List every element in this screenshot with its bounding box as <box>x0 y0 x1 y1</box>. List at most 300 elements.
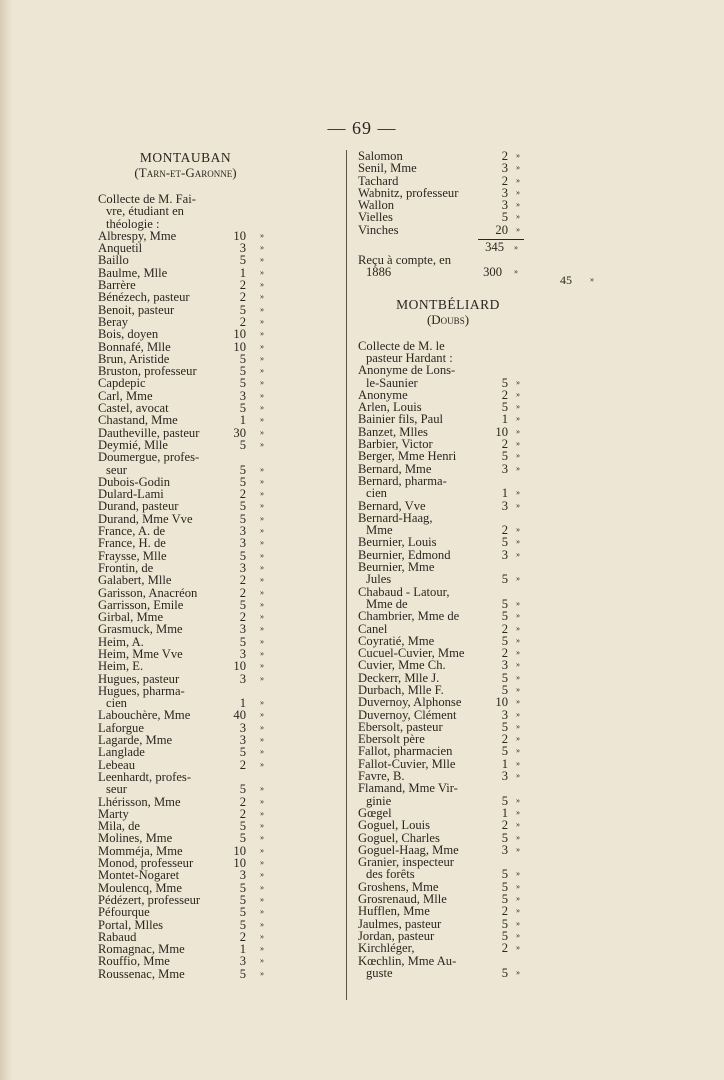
donation-amount: 2 <box>239 757 246 772</box>
donor-name: Granier, inspecteur <box>358 855 455 870</box>
donation-amount: 3 <box>239 868 246 883</box>
ditto-quote: » <box>516 721 520 731</box>
ditto-quote: » <box>260 956 264 966</box>
donation-amount: 5 <box>239 634 246 649</box>
donation-amount: 5 <box>501 867 508 882</box>
ditto-quote: » <box>516 488 520 498</box>
donor-name: Péfourque <box>98 905 150 920</box>
page-binding-edge <box>0 0 12 1080</box>
right-entry-row <box>358 955 538 967</box>
left-entry-row <box>98 537 283 549</box>
donor-name: Bois, doyen <box>98 327 159 342</box>
ditto-quote: » <box>516 820 520 830</box>
donor-name: Mme de <box>366 596 408 611</box>
ditto-quote: » <box>260 808 264 818</box>
donor-name: des forêts <box>366 867 415 882</box>
donor-name: théologie : <box>106 216 160 231</box>
right-top-donor-list <box>358 150 538 236</box>
ditto-quote: » <box>516 844 520 854</box>
recu-year: 1886 <box>366 265 392 280</box>
donor-name: Bonnafé, Mlle <box>98 339 171 354</box>
left-entry-row <box>98 783 283 795</box>
donor-name: Cucuel-Cuvier, Mme <box>358 646 465 661</box>
ditto-quote: » <box>516 795 520 805</box>
donor-name: Hugues, pasteur <box>98 671 180 686</box>
ditto-quote: » <box>516 377 520 387</box>
left-entry-row <box>98 746 283 758</box>
donation-amount: 10 <box>233 327 246 342</box>
donor-name: Beurnier, Louis <box>358 535 437 550</box>
ditto-quote: » <box>260 562 264 572</box>
donor-name: Doumergue, profes- <box>98 450 200 465</box>
donor-name: Anquetil <box>98 241 143 256</box>
donor-name: Fallot-Cuvier, Mlle <box>358 756 456 771</box>
ditto-quote: » <box>516 771 520 781</box>
right-entry-row <box>358 610 538 622</box>
donor-name: Durbach, Mlle F. <box>358 682 444 697</box>
ditto-quote: » <box>260 550 264 560</box>
donation-amount: 1 <box>501 486 508 501</box>
donor-name: Vielles <box>358 210 393 225</box>
donation-amount: 5 <box>239 892 246 907</box>
right-entry-row <box>358 500 538 512</box>
ditto-quote: » <box>260 784 264 794</box>
ditto-quote: » <box>516 439 520 449</box>
donation-amount: 5 <box>239 966 246 981</box>
ditto-quote: » <box>516 402 520 412</box>
donation-amount: 5 <box>501 965 508 980</box>
ditto-quote: » <box>260 476 264 486</box>
donor-name: Brun, Aristide <box>98 351 170 366</box>
donation-amount: 3 <box>239 524 246 539</box>
donor-name: Kœchlin, Mme Au- <box>358 953 457 968</box>
ditto-quote: » <box>260 673 264 683</box>
ditto-quote: » <box>260 230 264 240</box>
donor-name: Gœgel <box>358 805 392 820</box>
donor-name: Grasmuck, Mme <box>98 622 183 637</box>
donation-amount: 5 <box>501 719 508 734</box>
donation-amount: 5 <box>239 511 246 526</box>
right-entry-row <box>358 377 538 389</box>
ditto-quote: » <box>260 882 264 892</box>
donor-name: Arlen, Louis <box>358 400 422 415</box>
ditto-quote: » <box>516 967 520 977</box>
donation-amount: 2 <box>239 585 246 600</box>
right-donor-list <box>358 340 538 979</box>
left-entry-row <box>98 906 283 918</box>
donor-name: Baulme, Mlle <box>98 265 168 280</box>
ditto-quote: » <box>516 451 520 461</box>
donor-name: Rabaud <box>98 929 137 944</box>
donation-amount: 5 <box>239 376 246 391</box>
ditto-quote: » <box>260 501 264 511</box>
donor-name: Cuvier, Mme Ch. <box>358 658 446 673</box>
ditto-quote: » <box>516 660 520 670</box>
donor-name: France, H. de <box>98 536 166 551</box>
donation-amount: 1 <box>239 942 246 957</box>
ditto-quote: » <box>516 414 520 424</box>
donation-amount: 5 <box>501 830 508 845</box>
donor-name: Garrisson, Emile <box>98 597 184 612</box>
donor-name: Bernard-Haag, <box>358 510 433 525</box>
ditto-quote: » <box>516 175 520 185</box>
donor-name: Hufflen, Mme <box>358 904 430 919</box>
ditto-quote: » <box>260 280 264 290</box>
donor-name: Galabert, Mlle <box>98 573 172 588</box>
donor-name: Portal, Mlles <box>98 917 164 932</box>
donation-amount: 2 <box>501 732 508 747</box>
ditto-quote: » <box>260 378 264 388</box>
donation-amount: 3 <box>501 498 508 513</box>
ditto-quote: » <box>516 906 520 916</box>
ditto-quote: » <box>260 366 264 376</box>
ditto-quote: » <box>516 598 520 608</box>
donation-amount: 5 <box>239 351 246 366</box>
ditto-quote: » <box>516 697 520 707</box>
donor-name: Frontin, de <box>98 560 154 575</box>
donor-name: Chabaud - Latour, <box>358 584 450 599</box>
donor-name: Capdepic <box>98 376 146 391</box>
ditto-quote: » <box>516 200 520 210</box>
donation-amount: 5 <box>501 633 508 648</box>
donor-name: Lagarde, Mme <box>98 733 173 748</box>
donor-name: Jaulmes, pasteur <box>358 916 442 931</box>
ditto-quote: » <box>260 759 264 769</box>
donation-amount: 2 <box>239 290 246 305</box>
donor-name: Heim, A. <box>98 634 144 649</box>
donation-amount: 5 <box>239 437 246 452</box>
ditto-quote: » <box>516 894 520 904</box>
donor-name: Deymié, Mlle <box>98 437 168 452</box>
ditto-quote: » <box>516 537 520 547</box>
ditto-quote: » <box>516 881 520 891</box>
donor-name: Fallot, pharmacien <box>358 744 453 759</box>
donor-name: Dulard-Lami <box>98 487 164 502</box>
donor-name: Jules <box>366 572 392 587</box>
donation-amount: 2 <box>239 610 246 625</box>
donation-amount: 5 <box>239 831 246 846</box>
donation-amount: 1 <box>501 805 508 820</box>
right-entry-row <box>358 413 538 425</box>
donation-amount: 2 <box>501 173 508 188</box>
donor-name: Dubois-Godin <box>98 474 171 489</box>
donation-amount: 5 <box>239 905 246 920</box>
donor-name: Ebersolt, pasteur <box>358 719 443 734</box>
donation-amount: 2 <box>501 621 508 636</box>
left-entry-row <box>98 587 283 599</box>
ditto-quote: » <box>516 709 520 719</box>
aside-balance-quote: » <box>590 275 594 284</box>
donation-amount: 5 <box>501 596 508 611</box>
ditto-quote: » <box>260 870 264 880</box>
donation-amount: 10 <box>233 659 246 674</box>
donation-amount: 5 <box>239 548 246 563</box>
donor-name: le-Saunier <box>366 375 418 390</box>
donor-name: Beurnier, Mme <box>358 560 435 575</box>
right-entry-row <box>358 782 538 794</box>
ditto-quote: » <box>260 858 264 868</box>
ditto-quote: » <box>260 907 264 917</box>
ditto-quote: » <box>260 575 264 585</box>
donor-name: Lebeau <box>98 757 136 772</box>
total-quote: » <box>514 243 518 253</box>
left-entry-row <box>98 341 283 353</box>
donor-name: Wallon <box>358 198 395 213</box>
right-entry-row <box>358 942 538 954</box>
ditto-quote: » <box>260 624 264 634</box>
donor-name: Collecte de M. Fai- <box>98 192 196 206</box>
left-entry-row <box>98 919 283 931</box>
ditto-quote: » <box>260 329 264 339</box>
donor-name: Hugues, pharma- <box>98 683 185 698</box>
ditto-quote: » <box>260 722 264 732</box>
donation-amount: 5 <box>239 782 246 797</box>
donation-amount: 3 <box>501 547 508 562</box>
donation-amount: 1 <box>239 265 246 280</box>
donation-amount: 3 <box>501 707 508 722</box>
donation-amount: 5 <box>239 499 246 514</box>
donor-name: Albrespy, Mme <box>98 228 177 243</box>
donation-amount: 1 <box>239 696 246 711</box>
left-entry-row <box>98 254 283 266</box>
donation-amount: 2 <box>501 523 508 538</box>
donation-amount: 2 <box>501 149 508 163</box>
right-entry-row <box>358 450 538 462</box>
donation-amount: 3 <box>239 733 246 748</box>
ditto-quote: » <box>260 403 264 413</box>
donation-amount: 2 <box>501 437 508 452</box>
donation-amount: 2 <box>501 941 508 956</box>
ditto-quote: » <box>260 919 264 929</box>
donation-amount: 5 <box>501 793 508 808</box>
ditto-quote: » <box>260 587 264 597</box>
donor-name: Dautheville, pasteur <box>98 425 200 440</box>
ditto-quote: » <box>260 698 264 708</box>
donor-name: Barrère <box>98 278 136 293</box>
ditto-quote: » <box>516 672 520 682</box>
donor-name: Tachard <box>358 173 399 188</box>
ditto-quote: » <box>516 746 520 756</box>
donor-name: Beurnier, Edmond <box>358 547 451 562</box>
donor-name: Girbal, Mme <box>98 610 164 625</box>
donation-amount: 3 <box>239 536 246 551</box>
donation-amount: 2 <box>239 573 246 588</box>
ditto-quote: » <box>260 747 264 757</box>
donor-name: Garisson, Anacréon <box>98 585 198 600</box>
ditto-quote: » <box>516 648 520 658</box>
left-donor-list <box>98 193 283 980</box>
donation-amount: 5 <box>501 535 508 550</box>
ditto-quote: » <box>516 943 520 953</box>
donor-name: Bernard, Vve <box>358 498 426 513</box>
column-divider <box>346 150 347 1000</box>
donor-name: Barbier, Victor <box>358 437 433 452</box>
donation-amount: 5 <box>501 400 508 415</box>
left-entry-row <box>98 500 283 512</box>
ditto-quote: » <box>516 758 520 768</box>
ditto-quote: » <box>516 574 520 584</box>
right-entry-row <box>358 868 538 880</box>
donation-amount: 10 <box>495 424 508 439</box>
ditto-quote: » <box>260 845 264 855</box>
ditto-quote: » <box>260 636 264 646</box>
donation-amount: 1 <box>501 412 508 427</box>
donor-name: Berger, Mme Henri <box>358 449 457 464</box>
donation-amount: 5 <box>501 670 508 685</box>
donation-amount: 10 <box>233 856 246 871</box>
donation-amount: 3 <box>501 161 508 176</box>
donation-amount: 5 <box>239 364 246 379</box>
donation-amount: 3 <box>501 769 508 784</box>
donation-amount: 3 <box>239 622 246 637</box>
ditto-quote: » <box>260 526 264 536</box>
ditto-quote: » <box>516 525 520 535</box>
donor-name: Groshens, Mme <box>358 879 439 894</box>
ditto-quote: » <box>516 832 520 842</box>
donation-amount: 3 <box>239 560 246 575</box>
right-entry-row <box>358 364 538 376</box>
aside-balance-amount: 45 <box>560 273 572 287</box>
donation-amount: 5 <box>501 916 508 931</box>
donor-name: Duvernoy, Clément <box>358 707 457 722</box>
donor-name: Canel <box>358 621 388 636</box>
donor-name: Banzet, Mlles <box>358 424 428 439</box>
ditto-quote: » <box>260 439 264 449</box>
ditto-quote: » <box>516 389 520 399</box>
ditto-quote: » <box>260 944 264 954</box>
donation-amount: 2 <box>239 929 246 944</box>
donor-name: Carl, Mme <box>98 388 153 403</box>
donor-name: vre, étudiant en <box>106 204 184 219</box>
donation-amount: 5 <box>501 682 508 697</box>
left-entry-row <box>98 451 283 463</box>
donation-amount: 5 <box>239 253 246 268</box>
donation-amount: 3 <box>239 388 246 403</box>
donor-name: Marty <box>98 806 129 821</box>
donation-amount: 5 <box>239 745 246 760</box>
ditto-quote: » <box>516 549 520 559</box>
ditto-quote: » <box>260 821 264 831</box>
right-column <box>358 150 538 979</box>
donation-amount: 2 <box>239 806 246 821</box>
ditto-quote: » <box>260 243 264 253</box>
donation-amount: 5 <box>239 462 246 477</box>
donation-amount: 2 <box>501 818 508 833</box>
donor-name: seur <box>106 462 127 477</box>
donor-name: Coyratié, Mme <box>358 633 435 648</box>
donor-name: Beray <box>98 314 129 329</box>
donor-name: Langlade <box>98 745 145 760</box>
donor-name: Montet-Nogaret <box>98 868 180 883</box>
ditto-quote: » <box>260 292 264 302</box>
donation-amount: 5 <box>501 449 508 464</box>
right-entry-row <box>358 905 538 917</box>
ditto-quote: » <box>260 255 264 265</box>
donation-amount: 5 <box>239 474 246 489</box>
right-entry-row <box>358 487 538 499</box>
donation-amount: 5 <box>239 401 246 416</box>
donation-amount: 3 <box>239 241 246 256</box>
section-heading-montauban: MONTAUBAN <box>139 150 232 165</box>
donor-name: Ebersolt père <box>358 732 425 747</box>
donor-name: Collecte de M. le <box>358 338 445 353</box>
donor-name: guste <box>366 965 393 980</box>
ditto-quote: » <box>516 869 520 879</box>
ditto-quote: » <box>516 635 520 645</box>
donor-name: Chambrier, Mme de <box>358 609 460 624</box>
donor-name: Durand, pasteur <box>98 499 179 514</box>
donor-name: Laforgue <box>98 720 144 735</box>
donation-amount: 2 <box>501 904 508 919</box>
ditto-quote: » <box>260 648 264 658</box>
donor-name: Bernard, Mme <box>358 461 432 476</box>
donor-name: seur <box>106 782 127 797</box>
ditto-quote: » <box>516 807 520 817</box>
donor-name: Goguel, Louis <box>358 818 431 833</box>
donation-amount: 3 <box>239 954 246 969</box>
donation-amount: 5 <box>501 375 508 390</box>
ditto-quote: » <box>516 734 520 744</box>
ditto-quote: » <box>260 833 264 843</box>
donor-name: Senil, Mme <box>358 161 417 176</box>
ditto-quote: » <box>516 163 520 173</box>
donation-amount: 5 <box>501 928 508 943</box>
right-entry-row <box>358 967 538 979</box>
donor-name: Castel, avocat <box>98 401 169 416</box>
section-subheading-tarn-et-garonne: (Tarn-et-Garonne) <box>134 165 237 180</box>
ditto-quote: » <box>260 894 264 904</box>
donation-amount: 2 <box>501 646 508 661</box>
right-entry-row <box>358 832 538 844</box>
donor-name: Monod, professeur <box>98 856 194 871</box>
donor-name: Momméja, Mme <box>98 843 183 858</box>
right-entry-row <box>358 623 538 635</box>
donation-amount: 5 <box>501 572 508 587</box>
donation-amount: 40 <box>233 708 246 723</box>
recu-amount: 300 <box>483 265 502 280</box>
donor-name: Goguel, Charles <box>358 830 440 845</box>
donor-name: France, A. de <box>98 524 166 539</box>
ditto-quote: » <box>516 930 520 940</box>
donor-name: Duvernoy, Alphonse <box>358 695 462 710</box>
donor-name: Kirchléger, <box>358 941 415 956</box>
left-entry-row <box>98 869 283 881</box>
ditto-quote: » <box>260 796 264 806</box>
right-top-entry-row <box>358 224 538 236</box>
donor-name: Rouffio, Mme <box>98 954 170 969</box>
donor-name: Grosrenaud, Mlle <box>358 892 447 907</box>
donor-name: Wabnitz, professeur <box>358 185 459 200</box>
ditto-quote: » <box>516 187 520 197</box>
donor-name: cien <box>366 486 387 501</box>
left-entry-row <box>98 709 283 721</box>
donor-name: Benoit, pasteur <box>98 302 175 317</box>
ditto-quote: » <box>260 353 264 363</box>
right-entry-row <box>358 745 538 757</box>
donor-name: Heim, E. <box>98 659 144 674</box>
left-entry-row <box>98 377 283 389</box>
ditto-quote: » <box>516 151 520 160</box>
donation-amount: 30 <box>233 425 246 440</box>
total-block <box>358 236 538 254</box>
left-entry-row <box>98 832 283 844</box>
donor-name: Anonyme <box>358 387 408 402</box>
donation-amount: 2 <box>239 278 246 293</box>
left-entry-row <box>98 623 283 635</box>
right-entry-row <box>358 819 538 831</box>
ditto-quote: » <box>260 931 264 941</box>
donor-name: Bénézech, pasteur <box>98 290 190 305</box>
